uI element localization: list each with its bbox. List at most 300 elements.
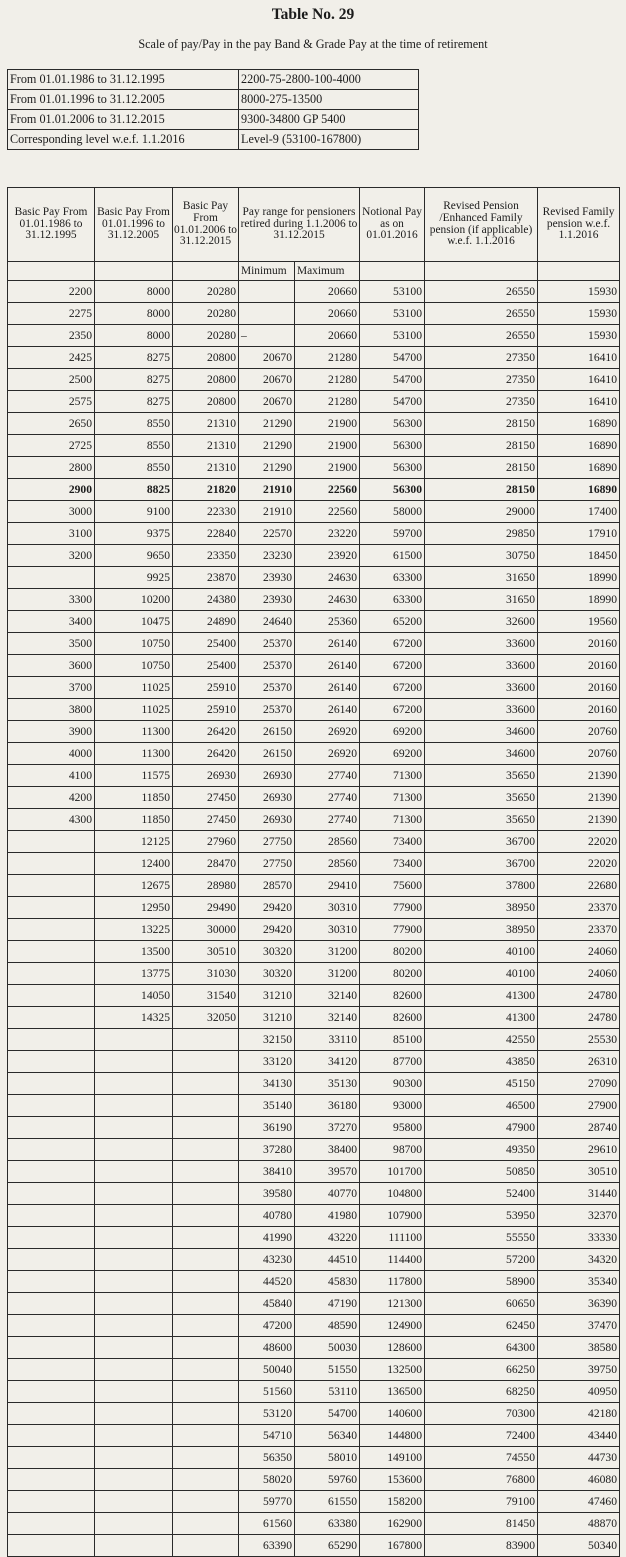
revised-pension-cell: 34600 [425,721,538,743]
basic-pay-2006-cell [173,1073,239,1095]
maximum-cell: 21280 [295,369,360,391]
notional-pay-cell: 87700 [360,1051,425,1073]
revised-family-pension-cell: 21390 [538,809,620,831]
pay-scale-table [7,69,419,150]
basic-pay-1986-cell [8,1469,95,1491]
basic-pay-1986-cell: 2800 [8,457,95,479]
basic-pay-2006-cell [173,1381,239,1403]
minimum-cell: 20670 [239,347,295,369]
revised-family-pension-cell: 17400 [538,501,620,523]
basic-pay-1986-cell: 3400 [8,611,95,633]
basic-pay-2006-cell: 28980 [173,875,239,897]
revised-pension-cell: 27350 [425,369,538,391]
maximum-cell: 44510 [295,1249,360,1271]
basic-pay-1996-cell: 12950 [95,897,173,919]
revised-pension-cell: 33600 [425,655,538,677]
maximum-cell: 47190 [295,1293,360,1315]
table-row [8,1029,620,1051]
basic-pay-1986-cell [8,1513,95,1535]
basic-pay-1996-cell [95,1095,173,1117]
revised-family-pension-cell: 24060 [538,963,620,985]
revised-pension-cell: 41300 [425,985,538,1007]
minimum-cell: 23930 [239,589,295,611]
notional-pay-cell: 53100 [360,325,425,347]
notional-pay-cell: 54700 [360,369,425,391]
revised-pension-cell: 45150 [425,1073,538,1095]
basic-pay-1986-cell [8,963,95,985]
basic-pay-2006-cell [173,1359,239,1381]
minimum-cell: 58020 [239,1469,295,1491]
basic-pay-1996-cell: 8550 [95,457,173,479]
basic-pay-1986-cell: 3500 [8,633,95,655]
maximum-cell: 35130 [295,1073,360,1095]
minimum-cell: 50040 [239,1359,295,1381]
table-row [8,1403,620,1425]
basic-pay-2006-cell [173,1161,239,1183]
basic-pay-1996-cell [95,1249,173,1271]
basic-pay-2006-cell: 29490 [173,897,239,919]
revised-pension-cell: 35650 [425,787,538,809]
revised-family-pension-cell: 16890 [538,457,620,479]
table-row [8,501,620,523]
table-row [8,325,620,347]
revised-family-pension-cell: 17910 [538,523,620,545]
basic-pay-1996-cell [95,1073,173,1095]
basic-pay-2006-cell: 20800 [173,347,239,369]
scale-row [8,110,419,130]
basic-pay-2006-cell: 25910 [173,699,239,721]
basic-pay-2006-cell: 31540 [173,985,239,1007]
basic-pay-1986-cell [8,897,95,919]
header-notional-pay: Notional Pay as on 01.01.2016 [360,188,425,262]
revised-family-pension-cell: 40950 [538,1381,620,1403]
minimum-cell: 32150 [239,1029,295,1051]
notional-pay-cell: 56300 [360,457,425,479]
revised-pension-cell: 66250 [425,1359,538,1381]
revised-family-pension-cell: 37470 [538,1315,620,1337]
maximum-cell: 27740 [295,765,360,787]
table-row [8,743,620,765]
basic-pay-1986-cell [8,1293,95,1315]
notional-pay-cell: 158200 [360,1491,425,1513]
table-row [8,655,620,677]
maximum-cell: 26140 [295,633,360,655]
basic-pay-2006-cell [173,1271,239,1293]
notional-pay-cell: 167800 [360,1535,425,1557]
table-title: Table No. 29 [271,6,355,23]
table-row [8,303,620,325]
basic-pay-2006-cell: 21310 [173,435,239,457]
basic-pay-1986-cell [8,1007,95,1029]
revised-pension-cell: 58900 [425,1271,538,1293]
revised-family-pension-cell: 19560 [538,611,620,633]
notional-pay-cell: 73400 [360,853,425,875]
revised-family-pension-cell: 16890 [538,479,620,501]
revised-pension-cell: 52400 [425,1183,538,1205]
basic-pay-2006-cell: 24890 [173,611,239,633]
basic-pay-1986-cell [8,853,95,875]
notional-pay-cell: 117800 [360,1271,425,1293]
maximum-cell: 45830 [295,1271,360,1293]
revised-pension-cell: 41300 [425,1007,538,1029]
basic-pay-2006-cell: 32050 [173,1007,239,1029]
table-row [8,941,620,963]
basic-pay-1986-cell: 2200 [8,281,95,303]
basic-pay-1996-cell [95,1425,173,1447]
minimum-cell: 31210 [239,985,295,1007]
notional-pay-cell: 107900 [360,1205,425,1227]
maximum-cell: 24630 [295,567,360,589]
maximum-cell: 31200 [295,963,360,985]
maximum-cell: 25360 [295,611,360,633]
table-row [8,457,620,479]
maximum-cell: 22560 [295,479,360,501]
basic-pay-1986-cell: 2575 [8,391,95,413]
basic-pay-1986-cell [8,1337,95,1359]
revised-pension-cell: 79100 [425,1491,538,1513]
notional-pay-cell: 67200 [360,655,425,677]
basic-pay-1996-cell: 11575 [95,765,173,787]
notional-pay-cell: 75600 [360,875,425,897]
revised-pension-cell: 53950 [425,1205,538,1227]
basic-pay-2006-cell [173,1029,239,1051]
maximum-cell: 59760 [295,1469,360,1491]
maximum-cell: 24630 [295,589,360,611]
basic-pay-1996-cell: 9925 [95,567,173,589]
notional-pay-cell: 90300 [360,1073,425,1095]
revised-family-pension-cell: 35340 [538,1271,620,1293]
basic-pay-1986-cell: 2350 [8,325,95,347]
notional-pay-cell: 71300 [360,809,425,831]
header-maximum: Maximum [295,262,360,281]
revised-family-pension-cell: 20160 [538,699,620,721]
basic-pay-2006-cell: 20280 [173,281,239,303]
table-row [8,347,620,369]
maximum-cell: 38400 [295,1139,360,1161]
revised-pension-cell: 27350 [425,391,538,413]
revised-family-pension-cell: 34320 [538,1249,620,1271]
revised-pension-cell: 33600 [425,677,538,699]
basic-pay-1986-cell: 3700 [8,677,95,699]
basic-pay-1986-cell [8,1381,95,1403]
basic-pay-1996-cell: 13225 [95,919,173,941]
revised-family-pension-cell: 44730 [538,1447,620,1469]
table-row [8,1315,620,1337]
basic-pay-1996-cell [95,1535,173,1557]
maximum-cell: 39570 [295,1161,360,1183]
notional-pay-cell: 140600 [360,1403,425,1425]
revised-pension-cell: 62450 [425,1315,538,1337]
minimum-cell: 41990 [239,1227,295,1249]
basic-pay-1996-cell: 12125 [95,831,173,853]
table-row [8,523,620,545]
maximum-cell: 23220 [295,523,360,545]
maximum-cell: 26920 [295,721,360,743]
minimum-cell: 63390 [239,1535,295,1557]
basic-pay-1986-cell: 3900 [8,721,95,743]
minimum-cell: 30320 [239,963,295,985]
basic-pay-1996-cell: 8275 [95,347,173,369]
basic-pay-1996-cell: 13775 [95,963,173,985]
basic-pay-1986-cell: 3300 [8,589,95,611]
basic-pay-2006-cell [173,1095,239,1117]
basic-pay-1996-cell [95,1117,173,1139]
basic-pay-1986-cell [8,1051,95,1073]
notional-pay-cell: 54700 [360,391,425,413]
basic-pay-1996-cell [95,1051,173,1073]
notional-pay-cell: 101700 [360,1161,425,1183]
revised-family-pension-cell: 22020 [538,831,620,853]
minimum-cell: 45840 [239,1293,295,1315]
notional-pay-cell: 71300 [360,787,425,809]
basic-pay-2006-cell: 25400 [173,655,239,677]
minimum-cell: 21290 [239,457,295,479]
notional-pay-cell: 77900 [360,919,425,941]
revised-pension-cell: 29000 [425,501,538,523]
minimum-cell: 27750 [239,853,295,875]
basic-pay-2006-cell: 30510 [173,941,239,963]
revised-pension-cell: 36700 [425,853,538,875]
header-gap-cell [538,262,620,281]
revised-pension-cell: 83900 [425,1535,538,1557]
scale-period-cell: From 01.01.1996 to 31.12.2005 [8,90,239,110]
table-row [8,1161,620,1183]
basic-pay-1996-cell: 14325 [95,1007,173,1029]
revised-pension-cell: 40100 [425,963,538,985]
maximum-cell: 41980 [295,1205,360,1227]
basic-pay-1986-cell [8,985,95,1007]
maximum-cell: 23920 [295,545,360,567]
minimum-cell: 51560 [239,1381,295,1403]
table-row [8,1139,620,1161]
notional-pay-cell: 67200 [360,699,425,721]
basic-pay-1996-cell [95,1337,173,1359]
notional-pay-cell: 63300 [360,589,425,611]
basic-pay-2006-cell [173,1535,239,1557]
basic-pay-1986-cell [8,1205,95,1227]
basic-pay-1996-cell: 8825 [95,479,173,501]
basic-pay-1986-cell: 3600 [8,655,95,677]
notional-pay-cell: 53100 [360,281,425,303]
notional-pay-cell: 114400 [360,1249,425,1271]
revised-family-pension-cell: 15930 [538,303,620,325]
revised-family-pension-cell: 16410 [538,391,620,413]
table-row [8,919,620,941]
basic-pay-2006-cell: 23350 [173,545,239,567]
basic-pay-1986-cell [8,1073,95,1095]
basic-pay-1996-cell: 11850 [95,787,173,809]
table-row [8,1205,620,1227]
maximum-cell: 29410 [295,875,360,897]
notional-pay-cell: 80200 [360,963,425,985]
revised-family-pension-cell: 30510 [538,1161,620,1183]
basic-pay-1986-cell [8,919,95,941]
revised-pension-cell: 43850 [425,1051,538,1073]
revised-pension-cell: 81450 [425,1513,538,1535]
basic-pay-1996-cell: 12400 [95,853,173,875]
maximum-cell: 26140 [295,677,360,699]
notional-pay-cell: 93000 [360,1095,425,1117]
table-row [8,413,620,435]
minimum-cell: 26150 [239,721,295,743]
revised-pension-cell: 26550 [425,325,538,347]
revised-family-pension-cell: 18450 [538,545,620,567]
maximum-cell: 31200 [295,941,360,963]
revised-family-pension-cell: 36390 [538,1293,620,1315]
minimum-cell: 26930 [239,787,295,809]
revised-family-pension-cell: 24780 [538,1007,620,1029]
minimum-cell: 61560 [239,1513,295,1535]
basic-pay-1996-cell [95,1403,173,1425]
scale-row [8,90,419,110]
basic-pay-1996-cell: 10200 [95,589,173,611]
basic-pay-2006-cell [173,1513,239,1535]
table-row [8,545,620,567]
basic-pay-2006-cell: 22330 [173,501,239,523]
basic-pay-1996-cell [95,1271,173,1293]
notional-pay-cell: 82600 [360,985,425,1007]
basic-pay-2006-cell: 26930 [173,765,239,787]
revised-pension-cell: 26550 [425,281,538,303]
basic-pay-1996-cell: 8000 [95,325,173,347]
minimum-cell: 24640 [239,611,295,633]
notional-pay-cell: 73400 [360,831,425,853]
scale-value-cell: 2200-75-2800-100-4000 [239,70,419,90]
basic-pay-1986-cell [8,567,95,589]
basic-pay-1986-cell [8,1117,95,1139]
notional-pay-cell: 80200 [360,941,425,963]
minimum-cell: 43230 [239,1249,295,1271]
basic-pay-2006-cell: 23870 [173,567,239,589]
notional-pay-cell: 136500 [360,1381,425,1403]
revised-pension-cell: 27350 [425,347,538,369]
notional-pay-cell: 111100 [360,1227,425,1249]
notional-pay-cell: 56300 [360,435,425,457]
basic-pay-1986-cell [8,1315,95,1337]
basic-pay-1986-cell: 4100 [8,765,95,787]
table-row [8,677,620,699]
revised-pension-cell: 49350 [425,1139,538,1161]
revised-pension-cell: 28150 [425,413,538,435]
header-gap-cell [95,262,173,281]
basic-pay-1996-cell [95,1293,173,1315]
notional-pay-cell: 61500 [360,545,425,567]
notional-pay-cell: 69200 [360,721,425,743]
revised-family-pension-cell: 48870 [538,1513,620,1535]
basic-pay-2006-cell: 20280 [173,303,239,325]
revised-family-pension-cell: 46080 [538,1469,620,1491]
revised-pension-cell: 28150 [425,435,538,457]
basic-pay-1996-cell: 8000 [95,281,173,303]
table-row [8,567,620,589]
revised-pension-cell: 29850 [425,523,538,545]
basic-pay-2006-cell: 27960 [173,831,239,853]
maximum-cell: 20660 [295,325,360,347]
table-row [8,1271,620,1293]
basic-pay-1996-cell: 11300 [95,721,173,743]
minimum-cell: 26150 [239,743,295,765]
basic-pay-1986-cell: 2900 [8,479,95,501]
table-row [8,1491,620,1513]
basic-pay-1986-cell [8,1359,95,1381]
revised-family-pension-cell: 50340 [538,1535,620,1557]
basic-pay-1996-cell: 8275 [95,391,173,413]
revised-pension-cell: 68250 [425,1381,538,1403]
table-row [8,1095,620,1117]
table-subtitle: Scale of pay/Pay in the pay Band & Grade Pay at the time of retirement [138,37,488,51]
revised-family-pension-cell: 21390 [538,787,620,809]
basic-pay-1986-cell [8,1425,95,1447]
basic-pay-2006-cell [173,1051,239,1073]
table-row [8,479,620,501]
revised-family-pension-cell: 31440 [538,1183,620,1205]
scale-value-cell: 9300-34800 GP 5400 [239,110,419,130]
maximum-cell: 21280 [295,391,360,413]
revised-family-pension-cell: 27900 [538,1095,620,1117]
basic-pay-2006-cell: 24380 [173,589,239,611]
maximum-cell: 20660 [295,303,360,325]
table-row [8,897,620,919]
table-row [8,985,620,1007]
revised-pension-cell: 64300 [425,1337,538,1359]
basic-pay-2006-cell [173,1293,239,1315]
basic-pay-2006-cell: 25400 [173,633,239,655]
revised-pension-cell: 33600 [425,699,538,721]
maximum-cell: 28560 [295,831,360,853]
basic-pay-1996-cell [95,1029,173,1051]
revised-pension-cell: 57200 [425,1249,538,1271]
table-row [8,699,620,721]
basic-pay-1986-cell: 4300 [8,809,95,831]
basic-pay-1996-cell [95,1315,173,1337]
basic-pay-1986-cell [8,1227,95,1249]
notional-pay-cell: 77900 [360,897,425,919]
maximum-cell: 26140 [295,655,360,677]
minimum-cell: 21290 [239,435,295,457]
revised-family-pension-cell: 20760 [538,721,620,743]
maximum-cell: 32140 [295,985,360,1007]
basic-pay-2006-cell: 21310 [173,413,239,435]
notional-pay-cell: 59700 [360,523,425,545]
revised-family-pension-cell: 32370 [538,1205,620,1227]
revised-family-pension-cell: 26310 [538,1051,620,1073]
revised-pension-cell: 36700 [425,831,538,853]
basic-pay-1986-cell [8,941,95,963]
basic-pay-1996-cell: 14050 [95,985,173,1007]
basic-pay-1986-cell: 4000 [8,743,95,765]
basic-pay-1986-cell [8,1491,95,1513]
revised-pension-cell: 40100 [425,941,538,963]
revised-pension-cell: 33600 [425,633,538,655]
basic-pay-1996-cell [95,1161,173,1183]
table-row [8,1183,620,1205]
revised-family-pension-cell: 20160 [538,655,620,677]
basic-pay-1986-cell: 2650 [8,413,95,435]
basic-pay-1996-cell [95,1447,173,1469]
revised-family-pension-cell: 18990 [538,567,620,589]
notional-pay-cell: 144800 [360,1425,425,1447]
basic-pay-2006-cell [173,1249,239,1271]
basic-pay-1986-cell [8,1029,95,1051]
notional-pay-cell: 53100 [360,303,425,325]
basic-pay-1986-cell: 3200 [8,545,95,567]
revised-pension-cell: 46500 [425,1095,538,1117]
table-row [8,1535,620,1557]
maximum-cell: 48590 [295,1315,360,1337]
revised-family-pension-cell: 38580 [538,1337,620,1359]
maximum-cell: 28560 [295,853,360,875]
minimum-cell: 23930 [239,567,295,589]
